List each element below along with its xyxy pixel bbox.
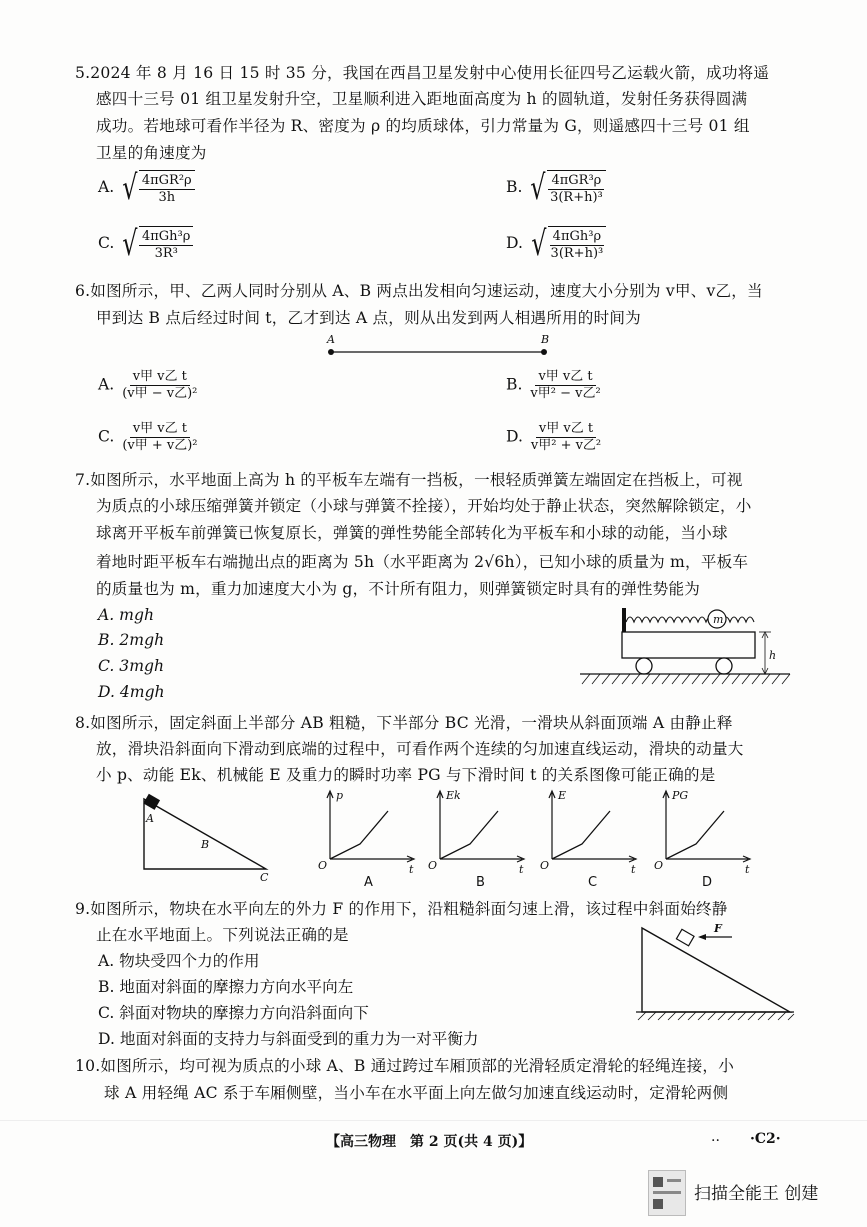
q8-graph-a-curve xyxy=(330,811,388,859)
q5-line-4: 卫星的角速度为 xyxy=(96,144,207,162)
q8-label-b: B xyxy=(201,838,210,851)
q8-graph-d-curve xyxy=(666,811,724,859)
q6-number: 6. xyxy=(75,282,91,300)
svg-text:t: t xyxy=(745,863,750,876)
q5-line-1: 5.2024 年 8 月 16 日 15 时 35 分，我国在西昌卫星发射中心使用长征四号乙运载火箭，成功将遥 xyxy=(75,64,770,82)
q9-block xyxy=(676,929,694,946)
q7-wheel-right xyxy=(716,658,732,674)
q9-option-d[interactable]: D. 地面对斜面的支持力与斜面受到的重力为一对平衡力 xyxy=(98,1030,479,1048)
q5-line-2: 感四十三号 01 组卫星发射升空，卫星顺利进入距地面高度为 h 的圆轨道，发射任务获得圆满 xyxy=(96,90,748,108)
q7-wheel-left xyxy=(636,658,652,674)
q9-option-c[interactable]: C. 斜面对物块的摩擦力方向沿斜面向下 xyxy=(98,1004,369,1022)
scanner-watermark-text: 扫描全能王 创建 xyxy=(694,1184,819,1204)
q8-line-1: 8.如图所示，固定斜面上半部分 AB 粗糙，下半部分 BC 光滑，一滑块从斜面顶端 A 由静止释 xyxy=(75,714,733,732)
svg-text:Ek: Ek xyxy=(446,789,461,802)
svg-text:O: O xyxy=(540,859,550,872)
q7-line-4: 着地时距平板车右端抛出点的距离为 5h（水平距离为 2√6h），已知小球的质量为 m，平板车 xyxy=(96,553,749,571)
q6-option-b[interactable]: B. $\frac{\text{v甲 v乙 t}}{\text{v甲² − v乙²}}$ xyxy=(506,369,601,401)
q7-option-a[interactable]: A. mgh xyxy=(98,606,154,624)
q6-line-1: 6.如图所示，甲、乙两人同时分别从 A、B 两点出发相向匀速运动，速度大小分别为 v甲、v乙，当 xyxy=(75,282,763,300)
q10-number: 10. xyxy=(75,1057,101,1075)
q7-ground-hatch xyxy=(582,674,790,684)
q6-option-d[interactable]: D. $\frac{\text{v甲 v乙 t}}{\text{v甲² + v乙²}}$ xyxy=(506,421,602,453)
q7-option-c[interactable]: C. 3mgh xyxy=(98,657,165,675)
q8-graph-a xyxy=(316,787,418,875)
q7-line-5: 的质量也为 m，重力加速度大小为 g，不计所有阻力，则弹簧锁定时具有的弹性势能为 xyxy=(96,580,701,598)
svg-text:PG: PG xyxy=(672,789,689,802)
q6-segment-figure xyxy=(322,332,552,362)
q5-option-b[interactable]: B. √ $\frac{\text{4πGR³ρ}}{\text{3(R+h)³}}$ xyxy=(506,170,606,206)
q7-option-b[interactable]: B. 2mgh xyxy=(98,631,165,649)
q8-incline-triangle xyxy=(144,799,266,869)
svg-text:t: t xyxy=(409,863,414,876)
svg-text:O: O xyxy=(654,859,664,872)
svg-text:E: E xyxy=(558,789,567,802)
q7-baffle xyxy=(622,608,626,632)
q9-option-a[interactable]: A. 物块受四个力的作用 xyxy=(98,952,260,970)
page-code: ·C2· xyxy=(750,1131,781,1147)
q6-point-a xyxy=(328,349,334,355)
q9-option-b[interactable]: B. 地面对斜面的摩擦力方向水平向左 xyxy=(98,978,354,996)
q6-point-b-label: B xyxy=(541,333,550,346)
q8-label-c: C xyxy=(260,871,269,884)
q7-cart-figure xyxy=(578,604,793,696)
q9-ground-hatch xyxy=(638,1012,794,1020)
q9-line-1: 9.如图所示，物块在水平向左的外力 F 的作用下，沿粗糙斜面匀速上滑，该过程中斜面始终静 xyxy=(75,900,728,918)
q8-caption-b[interactable]: B xyxy=(476,875,485,890)
q7-ball-label: m xyxy=(713,613,724,626)
footer-dots: .. xyxy=(711,1129,720,1145)
q6-point-a-label: A xyxy=(327,333,335,346)
q6-option-c[interactable]: C. $\frac{\text{v甲 v乙 t}}{\text{(v甲 + v乙)²}}$ xyxy=(98,421,198,453)
q8-caption-d[interactable]: D xyxy=(702,875,713,890)
q8-line-3: 小 p、动能 Ek、机械能 E 及重力的瞬时功率 PG 与下滑时间 t 的关系图像可能正确的是 xyxy=(96,766,716,784)
q5-option-a[interactable]: A. √ $\frac{\text{4πGR²ρ}}{3h}$ xyxy=(98,170,195,206)
q8-line-2: 放，滑块沿斜面向下滑动到底端的过程中，可看作两个连续的匀加速直线运动，滑块的动量大 xyxy=(96,740,744,758)
q10-line-1: 10.如图所示，均可视为质点的小球 A、B 通过跨过车厢顶部的光滑轻质定滑轮的轻绳连接，小 xyxy=(75,1057,735,1075)
q7-number: 7. xyxy=(75,471,91,489)
q8-caption-a[interactable]: A xyxy=(364,875,373,890)
svg-text:p: p xyxy=(336,789,344,802)
q8-graph-c xyxy=(538,787,640,875)
q8-label-a: A xyxy=(146,812,154,825)
q6-point-b xyxy=(541,349,547,355)
q9-line-2: 止在水平地面上。下列说法正确的是 xyxy=(96,926,349,944)
q8-graph-c-curve xyxy=(552,811,610,859)
q5-number: 5. xyxy=(75,64,91,82)
q6-option-a[interactable]: A. $\frac{\text{v甲 v乙 t}}{\text{(v甲 − v乙)²}}$ xyxy=(98,369,198,401)
q7-spring xyxy=(626,617,754,622)
q8-incline-figure xyxy=(138,793,278,883)
q9-force-label: F xyxy=(714,922,722,935)
q8-graph-d xyxy=(652,787,754,875)
q9-incline-figure xyxy=(634,920,798,1024)
q7-cart-body xyxy=(622,632,755,658)
q10-line-2: 球 A 用轻绳 AC 系于车厢侧壁，当小车在水平面上向左做匀加速直线运动时，定滑轮两侧 xyxy=(104,1084,729,1102)
q7-height-label: h xyxy=(769,649,777,662)
q5-option-c[interactable]: C. √ $\frac{\text{4πGh³ρ}}{\text{3R³}}$ xyxy=(98,226,193,262)
q9-incline-triangle xyxy=(642,928,790,1012)
q6-line-2: 甲到达 B 点后经过时间 t，乙才到达 A 点，则从出发到两人相遇所用的时间为 xyxy=(96,309,641,327)
q7-line-1: 7.如图所示，水平地面上高为 h 的平板车左端有一挡板，一根轻质弹簧左端固定在挡板上，可视 xyxy=(75,471,743,489)
scanner-logo-icon xyxy=(648,1170,686,1216)
q7-option-d[interactable]: D. 4mgh xyxy=(98,683,165,701)
svg-text:O: O xyxy=(318,859,328,872)
q5-line-3: 成功。若地球可看作半径为 R、密度为 ρ 的均质球体，引力常量为 G，则遥感四十三号 01 组 xyxy=(96,117,750,135)
svg-text:t: t xyxy=(631,863,636,876)
svg-text:O: O xyxy=(428,859,438,872)
q7-line-2: 为质点的小球压缩弹簧并锁定（小球与弹簧不拴接），开始均处于静止状态，突然解除锁定，小 xyxy=(96,497,752,515)
page-footer-title: 【高三物理 第 2 页(共 4 页)】 xyxy=(326,1134,533,1150)
q5-option-d[interactable]: D. √ $\frac{\text{4πGh³ρ}}{\text{3(R+h)³}}$ xyxy=(506,226,606,262)
q8-graph-b-curve xyxy=(440,811,498,859)
q8-graph-b xyxy=(426,787,528,875)
q7-line-3: 球离开平板车前弹簧已恢复原长，弹簧的弹性势能全部转化为平板车和小球的动能，当小球 xyxy=(96,524,728,542)
q8-caption-c[interactable]: C xyxy=(588,875,598,890)
q8-number: 8. xyxy=(75,714,91,732)
q9-number: 9. xyxy=(75,900,91,918)
svg-text:t: t xyxy=(519,863,524,876)
